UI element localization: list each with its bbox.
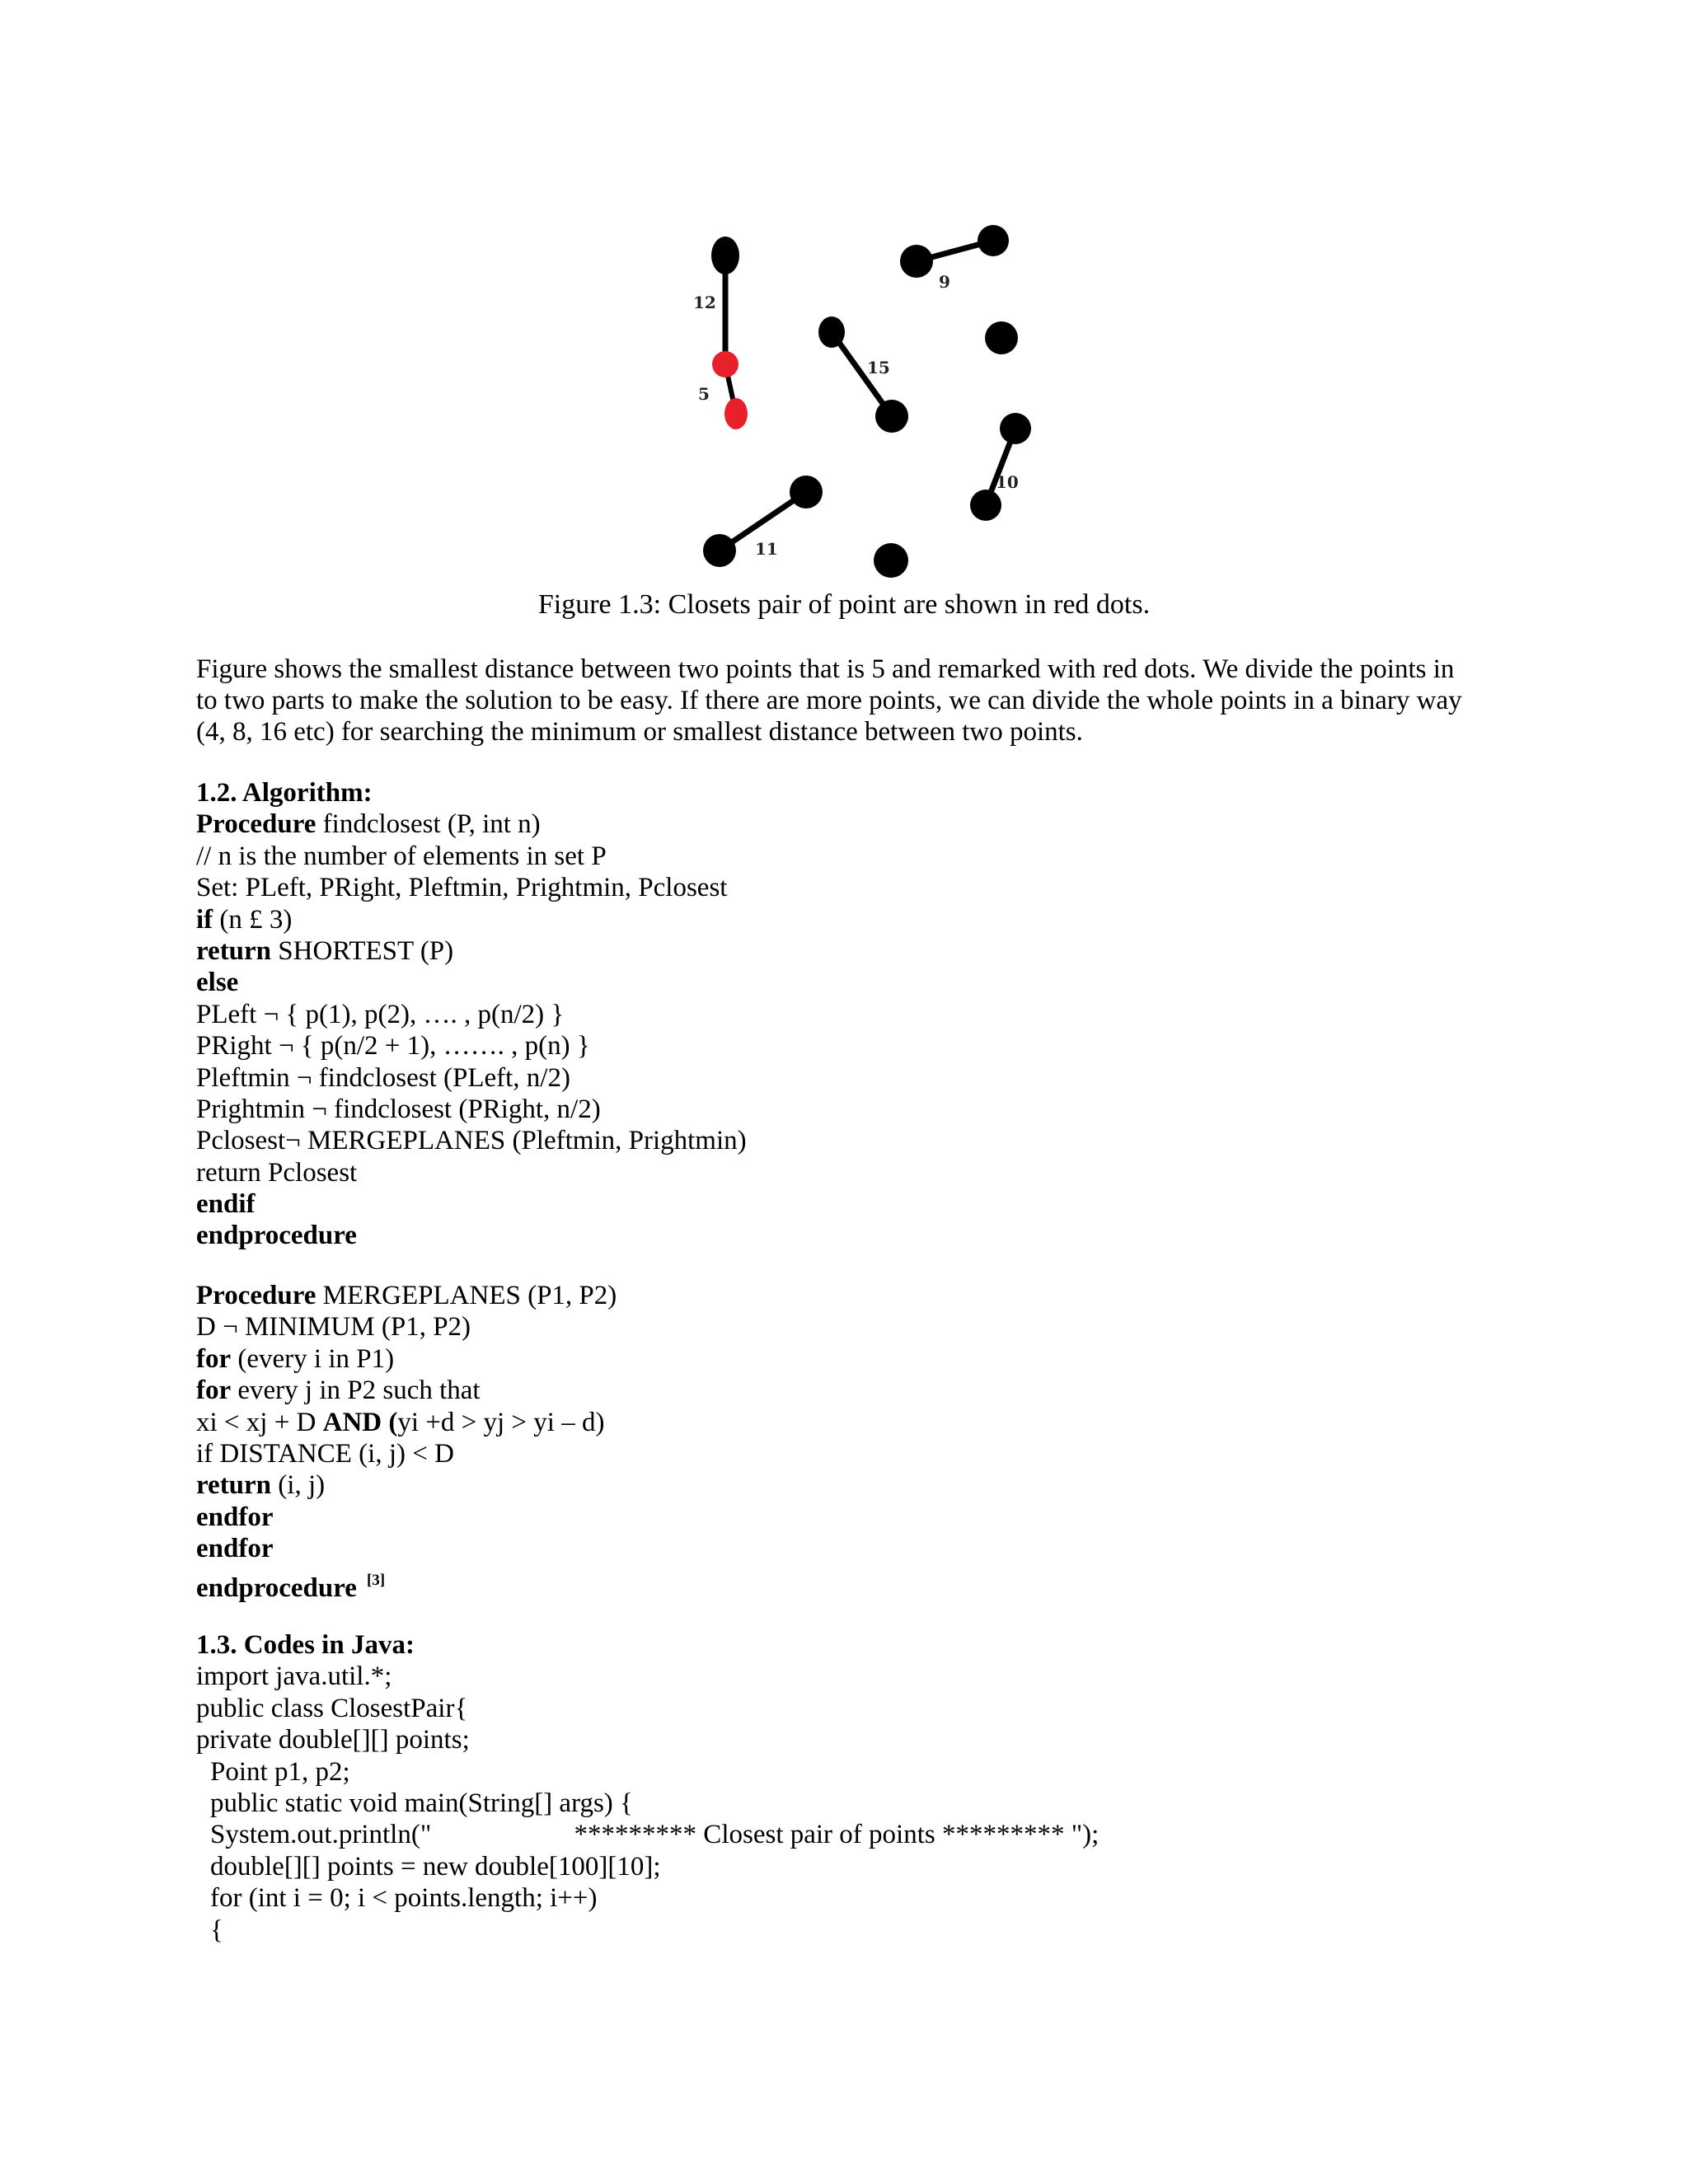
keyword: Procedure	[196, 809, 316, 840]
edge-label-10: 10	[996, 472, 1019, 492]
code-line: endprocedure	[196, 1221, 357, 1251]
point	[711, 237, 739, 274]
code-line: Set: PLeft, PRight, Pleftmin, Prightmin, Pclosest	[196, 873, 728, 903]
code-line: PRight ¬ { p(n/2 + 1), ……. , p(n) }	[196, 1031, 590, 1062]
citation-ref: [3]	[366, 1571, 386, 1589]
code-line	[196, 1375, 617, 1406]
code-line: else	[196, 968, 239, 998]
code-line	[196, 904, 747, 935]
point	[978, 225, 1009, 256]
code-line: public class ClosestPair{	[196, 1693, 468, 1723]
java-code-section	[196, 1629, 1099, 1946]
keyword: if	[196, 904, 213, 935]
code-line: private double[][] points;	[196, 1725, 470, 1755]
keyword: Procedure	[196, 1281, 316, 1310]
code-line	[196, 1280, 617, 1311]
edge-label-15: 15	[867, 358, 890, 377]
point	[874, 543, 908, 578]
code-line: import java.util.*;	[196, 1661, 392, 1692]
code-text: xi < xj + D	[196, 1407, 323, 1437]
point	[790, 476, 823, 509]
code-line: double[][] points = new double[100][10];	[210, 1851, 661, 1882]
point	[703, 534, 736, 567]
code-line: endfor	[196, 1502, 274, 1532]
keyword: for	[196, 1343, 232, 1374]
code-line: // n is the number of elements in set P	[196, 841, 607, 871]
figure-caption: Figure 1.3: Closets pair of point are shown in red dots.	[537, 589, 1151, 620]
point	[875, 400, 908, 433]
code-line: for (int i = 0; i < points.length; i++)	[210, 1883, 598, 1914]
code-line	[196, 1343, 617, 1375]
code-line: if DISTANCE (i, j) < D	[196, 1438, 454, 1469]
edge-label-9: 9	[939, 272, 950, 292]
code-line: Prightmin ¬ findclosest (PRight, n/2)	[196, 1094, 601, 1124]
keyword: return	[196, 1470, 272, 1501]
closest-point-red	[724, 398, 748, 429]
code-line	[196, 1565, 617, 1603]
code-line: return Pclosest	[196, 1157, 358, 1188]
code-line: endif	[196, 1189, 256, 1220]
code-line: endfor	[196, 1534, 274, 1564]
code-line	[196, 935, 747, 967]
paragraph-line: (4, 8, 16 etc) for searching the minimum or smallest distance between two points.	[196, 717, 1083, 747]
edge-label-5: 5	[698, 384, 710, 404]
code-line: Point p1, p2;	[210, 1756, 350, 1787]
edge-label-12: 12	[693, 293, 716, 312]
keyword: endprocedure	[196, 1572, 357, 1603]
code-line: System.out.println(" ********* Closest pair of points ********* ");	[210, 1820, 1100, 1850]
edge-label-11: 11	[755, 539, 778, 559]
code-line	[196, 1407, 617, 1438]
section-heading: 1.2. Algorithm:	[196, 778, 373, 808]
keyword: AND (	[322, 1407, 398, 1437]
code-line	[196, 1469, 617, 1501]
code-text: every j in P2 such that	[231, 1376, 481, 1406]
point	[900, 245, 933, 278]
point	[1000, 413, 1031, 444]
closest-pair-figure	[676, 210, 1047, 598]
mergeplanes-section	[196, 1280, 617, 1603]
code-line: PLeft ¬ { p(1), p(2), …. , p(n/2) }	[196, 999, 565, 1029]
code-text: findclosest (P, int n)	[316, 809, 541, 840]
section-heading: 1.3. Codes in Java:	[196, 1630, 415, 1660]
code-line: public static void main(String[] args) {	[210, 1788, 633, 1818]
code-line: Pclosest¬ MERGEPLANES (Pleftmin, Prightmin)	[196, 1126, 747, 1156]
code-text: (n £ 3)	[213, 904, 293, 935]
point	[970, 490, 1001, 521]
code-line	[196, 808, 747, 840]
code-line: Pleftmin ¬ findclosest (PLeft, n/2)	[196, 1062, 570, 1093]
keyword: return	[196, 935, 272, 966]
point	[985, 321, 1018, 354]
code-text: (i, j)	[271, 1470, 326, 1501]
code-line: D ¬ MINIMUM (P1, P2)	[196, 1312, 471, 1343]
code-text: SHORTEST (P)	[271, 935, 454, 966]
code-line: {	[210, 1915, 223, 1945]
code-text: MERGEPLANES (P1, P2)	[316, 1281, 617, 1310]
closest-point-red	[712, 351, 738, 377]
paragraph-line: to two parts to make the solution to be easy. If there are more points, we can divide the whole points in a binary way	[196, 686, 1462, 715]
code-text: (every i in P1)	[231, 1343, 395, 1374]
algorithm-section	[196, 777, 747, 1252]
code-text: yi +d > yj > yi – d)	[397, 1407, 605, 1437]
paragraph-line: Figure shows the smallest distance between two points that is 5 and remarked with red dots. We divide the points in	[196, 654, 1455, 684]
keyword: for	[196, 1376, 232, 1406]
body-paragraph	[196, 654, 1498, 748]
point	[818, 316, 845, 348]
